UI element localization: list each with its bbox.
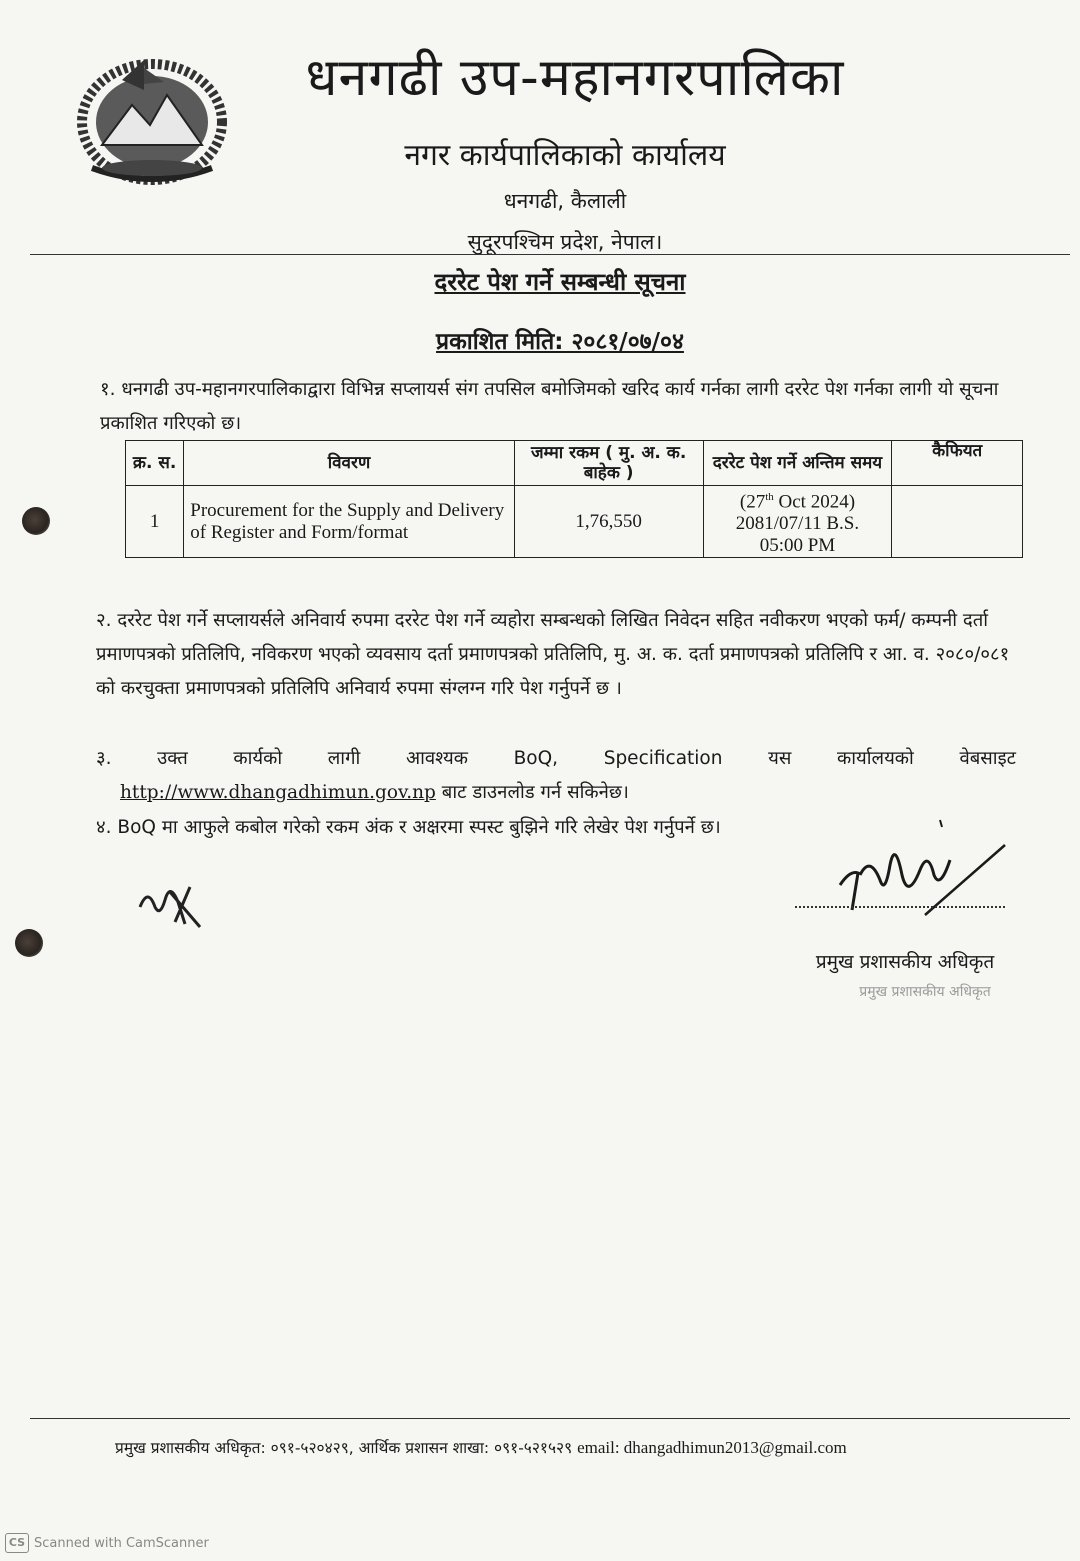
table-row (126, 486, 1023, 558)
website-link[interactable]: http://www.dhangadhimun.gov.np (120, 782, 436, 803)
signatory-title: प्रमुख प्रशासकीय अधिकृत (815, 951, 995, 973)
paragraph-4: ४. BoQ मा आफुले कबोल गरेको रकम अंक र अक्षरमा स्पस्ट बुझिने गरि लेखेर पेश गर्नुपर्ने छ। (96, 817, 721, 838)
initials-mark-icon (130, 872, 210, 932)
deadline-time: 05:00 PM (759, 535, 836, 557)
signatory-stamp: प्रमुख प्रशासकीय अधिकृत (859, 984, 991, 1000)
header-sn: क्र. स. (126, 441, 184, 486)
punch-hole (15, 929, 43, 957)
deadline-bs-date: 2081/07/11 B.S. (735, 513, 860, 535)
header-remarks: कैफियत (892, 441, 1023, 486)
paragraph-3 (96, 742, 1016, 810)
camscanner-logo-icon: CS (5, 1533, 29, 1553)
published-date: प्रकाशित मिति: २०८१/०७/०४ (436, 329, 684, 355)
header-description: विवरण (184, 441, 514, 486)
deadline-day: (27 (739, 491, 766, 513)
tender-table (125, 440, 1023, 558)
paragraph-3-suffix: बाट डाउनलोड गर्न सकिनेछ। (435, 782, 629, 803)
cell-amount: 1,76,550 (514, 486, 703, 558)
office-province: सुदूरपश्चिम प्रदेश, नेपाल। (467, 230, 663, 254)
paragraph-3-text: ३. उक्त कार्यको लागी आवश्यक BoQ, Specification यस कार्यालयको वेबसाइट (96, 748, 1016, 769)
paragraph-2: २. दररेट पेश गर्ने सप्लायर्सले अनिवार्य रुपमा दररेट पेश गर्ने व्यहोरा सम्बन्धको लिखित निवेदन सहित नवीकरण भएको फर्म/ कम्पनी दर्ता प्रमाणपत्रको प्रतिलिपि, नविकरण भएको व्यवसाय दर्ता प्रमाणपत्रको प्रतिलिपि, मु. अ. क. दर्ता प्रमाणपत्रको प्रतिलिपि र आ. व. २०८०/०८१ को करचुक्ता प्रमाणपत्रको प्रतिलिपि अनिवार्य रुपमा संग्लग्न गरि पेश गर्नुपर्ने छ । (96, 610, 1010, 699)
signature-icon (830, 815, 1020, 925)
header-deadline: दररेट पेश गर्ने अन्तिम समय (703, 441, 892, 486)
footer-divider (30, 1418, 1070, 1419)
footer-contacts (115, 1436, 1015, 1458)
cell-remarks (892, 486, 1023, 558)
header-amount: जम्मा रकम ( मु. अ. क. बाहेक ) (514, 441, 703, 486)
footer-phones: प्रमुख प्रशासकीय अधिकृत: ०९१-५२०४२९, आर्थिक प्रशासन शाखा: ०९१-५२१५२९ (115, 1439, 578, 1457)
deadline-ad-date (710, 486, 886, 513)
municipality-title: धनगढी उप-महानगरपालिका (305, 48, 845, 108)
signature-line (795, 906, 1005, 908)
nepal-government-emblem-icon (72, 50, 232, 190)
cell-sn: 1 (126, 486, 184, 558)
punch-hole (22, 507, 50, 535)
camscanner-watermark (5, 1533, 209, 1553)
deadline-day-suffix: th (765, 491, 774, 503)
deadline-month-year: Oct 2024) (773, 491, 856, 513)
table-header-row (126, 441, 1023, 486)
header-divider (30, 254, 1070, 255)
cell-description: Procurement for the Supply and Delivery of Register and Form/format (184, 486, 514, 558)
paragraph-1: १. धनगढी उप-महानगरपालिकाद्वारा विभिन्न सप्लायर्स संग तपसिल बमोजिमको खरिद कार्य गर्नका लागी दररेट पेश गर्नका लागी यो सूचना प्रकाशित गरिएको छ। (100, 379, 999, 434)
camscanner-label: Scanned with CamScanner (34, 1535, 209, 1551)
office-location: धनगढी, कैलाली (503, 189, 627, 213)
notice-title: दररेट पेश गर्ने सम्बन्धी सूचना (434, 268, 686, 296)
footer-email: email: dhangadhimun2013@gmail.com (577, 1438, 847, 1457)
office-subtitle: नगर कार्यपालिकाको कार्यालय (404, 138, 726, 173)
cell-deadline (703, 486, 892, 558)
